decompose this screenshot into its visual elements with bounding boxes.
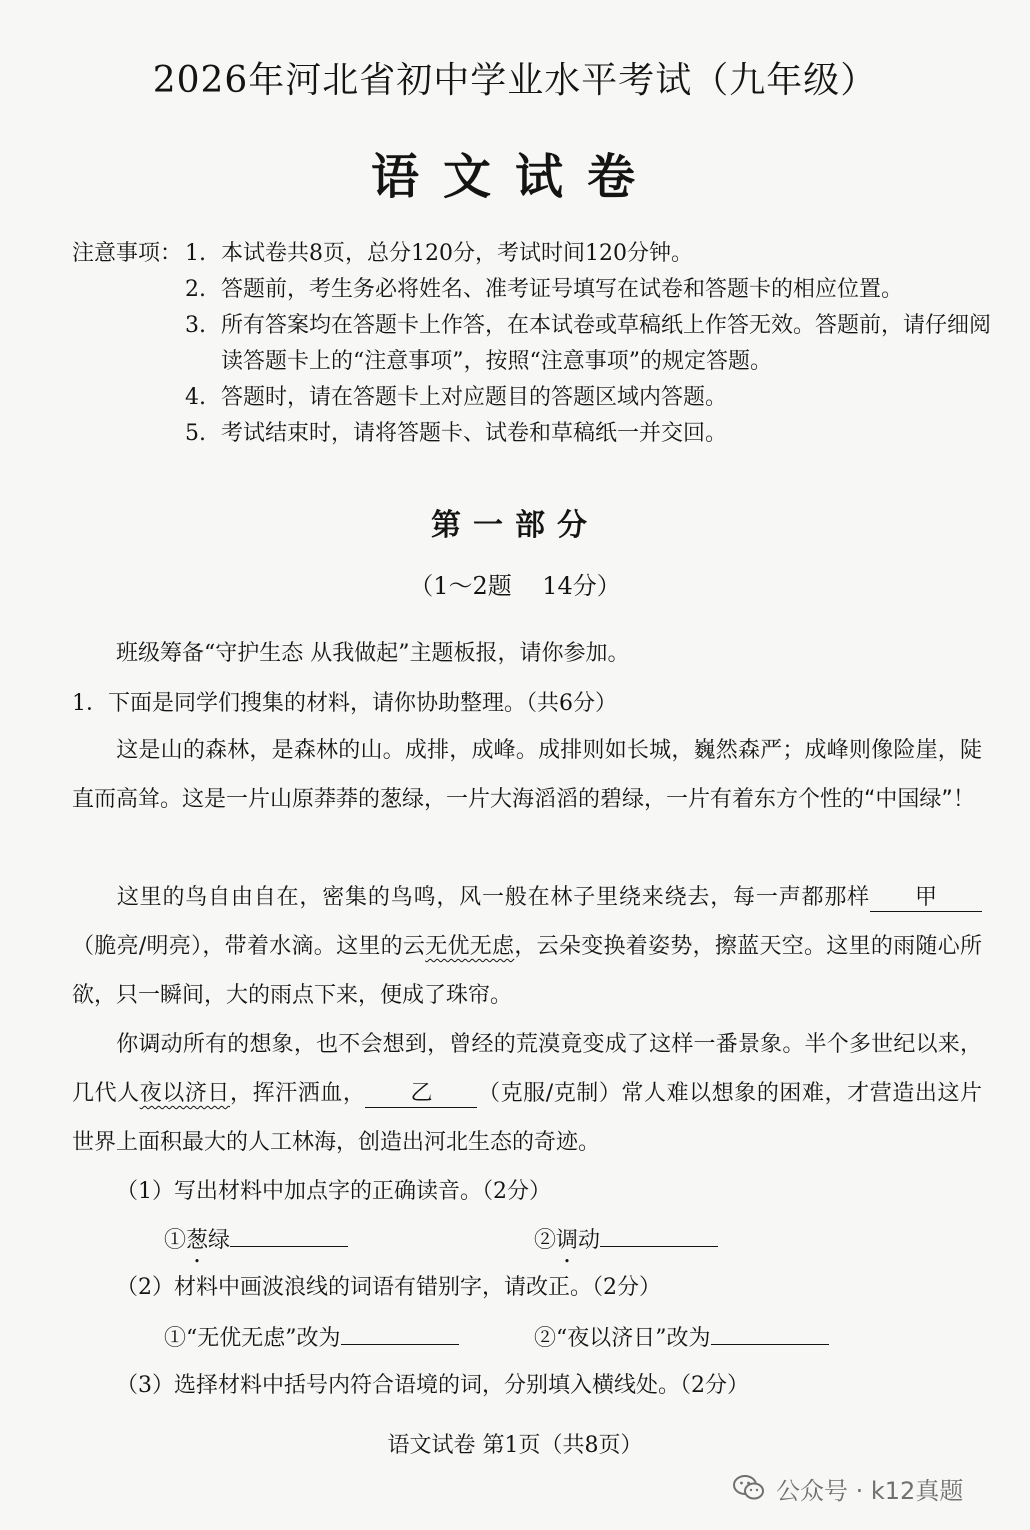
answer-line[interactable] [341,1320,459,1345]
note-number: 4. [185,385,206,410]
sub-2-item-a: ①“无优无虑”改为 [164,1320,459,1352]
dotted-char: 葱 • [380,787,402,812]
blank-jia[interactable]: 甲 [870,885,982,912]
page-footer: 语文试卷 第1页（共8页） [387,1433,643,1458]
dotted-char: 调 [556,1228,579,1253]
note-number: 2. [185,277,206,302]
answer-line[interactable] [230,1222,348,1247]
wechat-icon [732,1471,766,1505]
material-paragraph-2: 这里的鸟自由自在，密集的鸟鸣，风一般在林子里绕来绕去，每一声都那样 甲（脆亮/明亮），带着水滴。这里的云无优无虑，云朵变换着姿势，擦蓝天空。这里的雨随心所欲，只一瞬间，大的雨点下来，便成了珠帘。 [72,885,982,1008]
paper-title: 语文试卷 [370,149,659,205]
note-text: 本试卷共8页，总分120分，考试时间120分钟。 [221,241,693,266]
note-item [72,308,1002,380]
note-item [72,272,1002,308]
sub-question-1: （1）写出材料中加点字的正确读音。（2分） [116,1179,551,1204]
exam-title: 2026年河北省初中学业水平考试（九年级） [152,60,878,101]
note-number: 1. [185,241,206,266]
section-subtitle: （1～2题 14分） [409,572,621,600]
watermark [732,1470,963,1506]
dotted-char: 葱 [186,1228,209,1253]
wavy-underlined-word: 夜以济日 [139,1081,231,1106]
note-number: 5. [185,421,206,446]
wavy-underlined-word: 无优无虑 [425,934,515,959]
sub-2-item-b: ②“夜以济日”改为 [534,1320,829,1352]
intro-text: 班级筹备“守护生态 从我做起”主题板报，请你参加。 [116,641,630,666]
blank-yi[interactable]: 乙 [365,1081,477,1108]
section-title: 第一部分 [431,508,599,543]
note-text: 答题时，请在答题卡上对应题目的答题区域内答题。 [221,385,728,410]
material-paragraph-3: 你调 •动所有的想象，也不会想到，曾经的荒漠竟变成了这样一番景象。半个多世纪以来，几代人夜以济日，挥汗洒血， 乙 （克服/克制）常人难以想象的困难，才营造出这片世界上面积最大的人工林海，创造出河北生态的奇迹。 [72,1020,982,1167]
answer-line[interactable] [711,1320,829,1345]
sub-question-2: （2）材料中画波浪线的词语有错别字，请改正。（2分） [116,1275,661,1300]
question-1-stem: 1．下面是同学们搜集的材料，请你协助整理。（共6分） [72,691,617,716]
sub-1-item-b: ②调动 [534,1222,718,1254]
dotted-char: 调 • [138,1032,160,1057]
answer-line[interactable] [600,1222,718,1247]
note-item [72,416,1002,452]
notes-block [72,236,1002,452]
note-text: 考试结束时，请将答题卡、试卷和草稿纸一并交回。 [221,421,728,446]
notes-heading: 注意事项： [72,241,183,266]
note-number: 3. [185,313,206,338]
sub-1-item-a: ①葱绿 [164,1222,348,1254]
note-item [72,236,1002,272]
watermark-text: 公众号 · k12真题 [776,1476,964,1505]
material-paragraph-1: 这是山的森林，是森林的山。成排，成峰。成排则如长城，巍然森严；成峰则像险崖，陡直而高耸。这是一片山原莽莽的葱 •绿，一片大海滔滔的碧绿，一片有着东方个性的“中国绿”！ [72,726,982,824]
note-item [72,380,1002,416]
note-text: 所有答案均在答题卡上作答，在本试卷或草稿纸上作答无效。答题前，请仔细阅读答题卡上的“注意事项”，按照“注意事项”的规定答题。 [221,313,992,374]
sub-question-3: （3）选择材料中括号内符合语境的词，分别填入横线处。（2分） [116,1373,749,1398]
note-text: 答题前，考生务必将姓名、准考证号填写在试卷和答题卡的相应位置。 [221,277,904,302]
